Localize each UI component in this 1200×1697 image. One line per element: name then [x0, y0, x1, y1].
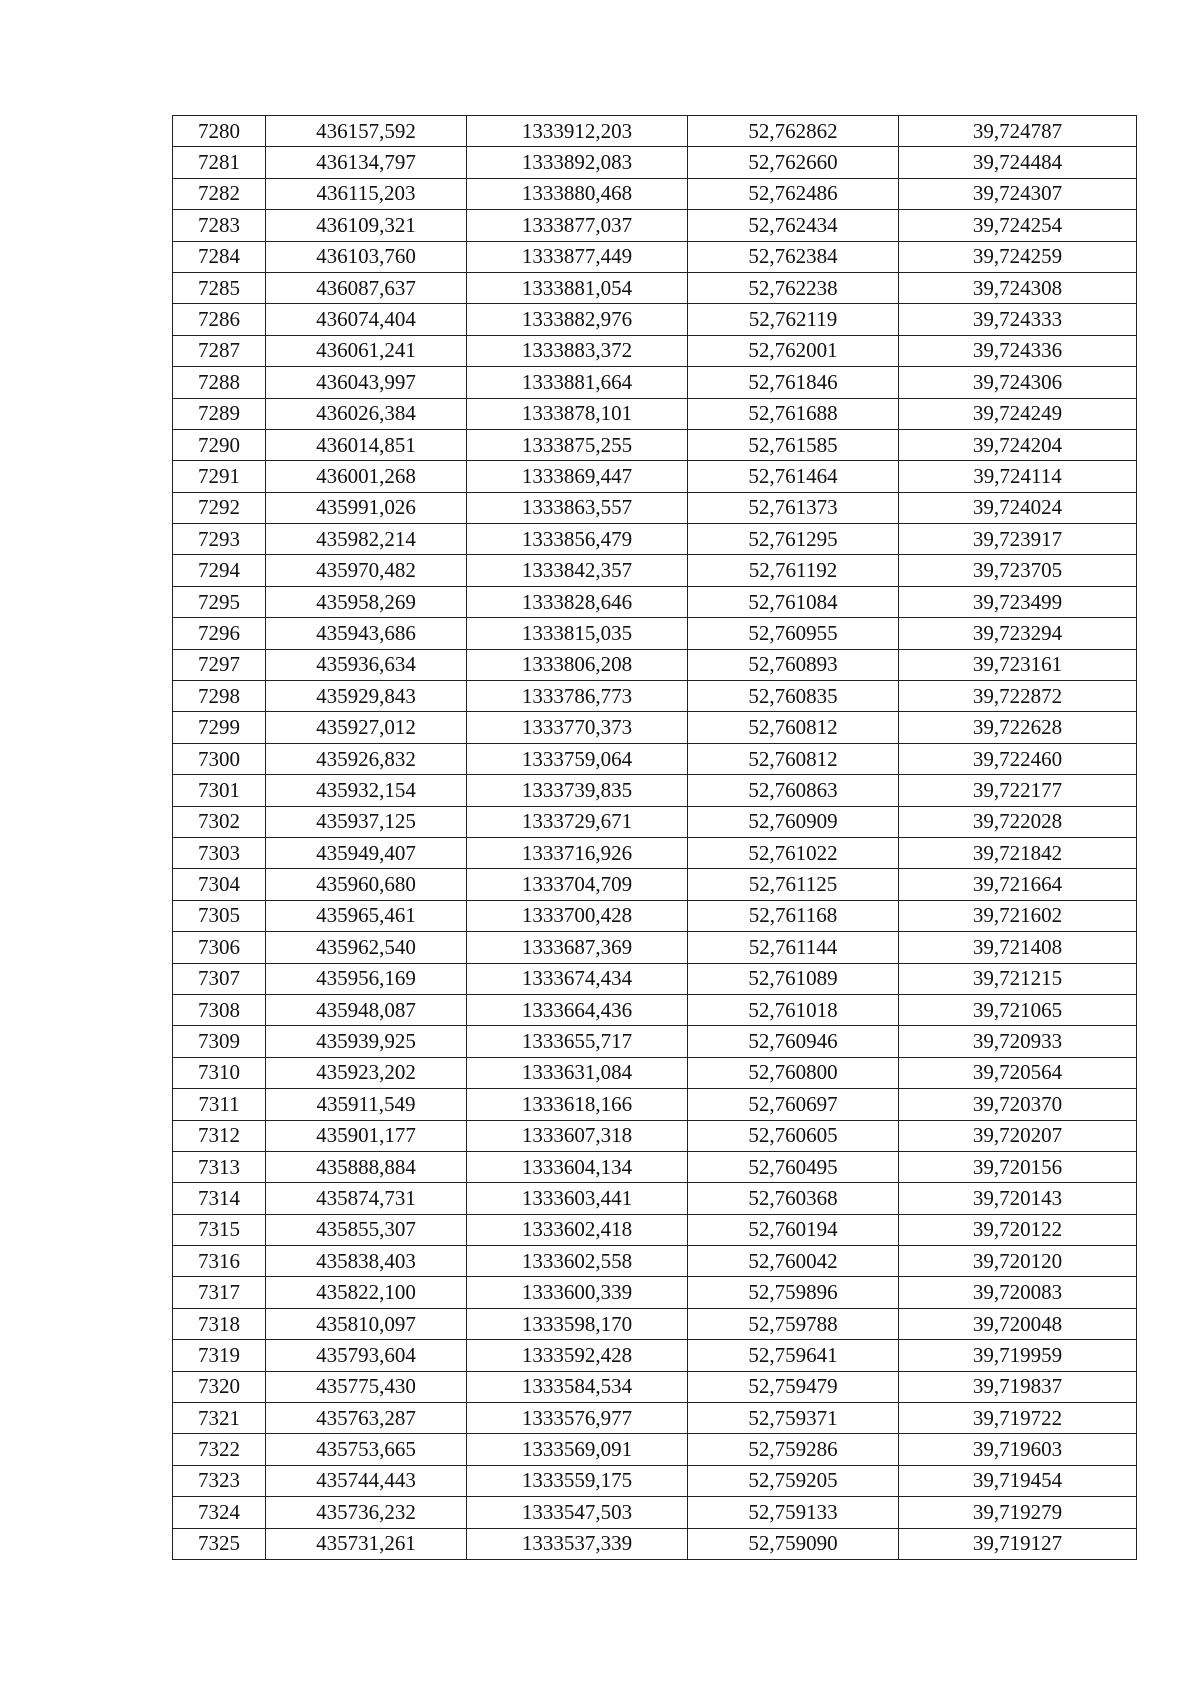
y-coordinate-cell: 1333716,926	[467, 837, 688, 868]
table-row	[173, 1214, 1137, 1245]
longitude-cell: 39,724333	[899, 304, 1137, 335]
y-coordinate-cell: 1333875,255	[467, 429, 688, 460]
latitude-cell: 52,762486	[688, 178, 899, 209]
longitude-cell: 39,719603	[899, 1434, 1137, 1465]
y-coordinate-cell: 1333912,203	[467, 116, 688, 147]
x-coordinate-cell: 435810,097	[266, 1308, 467, 1339]
longitude-cell: 39,724249	[899, 398, 1137, 429]
point-number-cell: 7324	[173, 1497, 266, 1528]
y-coordinate-cell: 1333881,054	[467, 272, 688, 303]
x-coordinate-cell: 435936,634	[266, 649, 467, 680]
longitude-cell: 39,721408	[899, 932, 1137, 963]
y-coordinate-cell: 1333881,664	[467, 367, 688, 398]
table-row	[173, 932, 1137, 963]
x-coordinate-cell: 435923,202	[266, 1057, 467, 1088]
x-coordinate-cell: 435753,665	[266, 1434, 467, 1465]
table-row	[173, 1465, 1137, 1496]
latitude-cell: 52,759286	[688, 1434, 899, 1465]
longitude-cell: 39,720156	[899, 1151, 1137, 1182]
point-number-cell: 7296	[173, 618, 266, 649]
point-number-cell: 7311	[173, 1089, 266, 1120]
latitude-cell: 52,759641	[688, 1340, 899, 1371]
latitude-cell: 52,759090	[688, 1528, 899, 1559]
x-coordinate-cell: 435937,125	[266, 806, 467, 837]
y-coordinate-cell: 1333759,064	[467, 743, 688, 774]
longitude-cell: 39,724307	[899, 178, 1137, 209]
x-coordinate-cell: 435855,307	[266, 1214, 467, 1245]
point-number-cell: 7315	[173, 1214, 266, 1245]
latitude-cell: 52,761089	[688, 963, 899, 994]
point-number-cell: 7290	[173, 429, 266, 460]
longitude-cell: 39,719454	[899, 1465, 1137, 1496]
point-number-cell: 7302	[173, 806, 266, 837]
table-row	[173, 1120, 1137, 1151]
latitude-cell: 52,762238	[688, 272, 899, 303]
point-number-cell: 7281	[173, 147, 266, 178]
table-row	[173, 1528, 1137, 1559]
point-number-cell: 7301	[173, 775, 266, 806]
table-row	[173, 1340, 1137, 1371]
point-number-cell: 7321	[173, 1403, 266, 1434]
longitude-cell: 39,724254	[899, 210, 1137, 241]
x-coordinate-cell: 435838,403	[266, 1246, 467, 1277]
longitude-cell: 39,724259	[899, 241, 1137, 272]
y-coordinate-cell: 1333828,646	[467, 586, 688, 617]
table-row	[173, 743, 1137, 774]
table-row	[173, 335, 1137, 366]
longitude-cell: 39,720120	[899, 1246, 1137, 1277]
x-coordinate-cell: 435948,087	[266, 994, 467, 1025]
point-number-cell: 7294	[173, 555, 266, 586]
x-coordinate-cell: 436043,997	[266, 367, 467, 398]
latitude-cell: 52,759788	[688, 1308, 899, 1339]
longitude-cell: 39,722177	[899, 775, 1137, 806]
point-number-cell: 7289	[173, 398, 266, 429]
x-coordinate-cell: 435943,686	[266, 618, 467, 649]
latitude-cell: 52,762434	[688, 210, 899, 241]
point-number-cell: 7283	[173, 210, 266, 241]
table-row	[173, 900, 1137, 931]
table-row	[173, 649, 1137, 680]
latitude-cell: 52,759479	[688, 1371, 899, 1402]
x-coordinate-cell: 436074,404	[266, 304, 467, 335]
y-coordinate-cell: 1333770,373	[467, 712, 688, 743]
x-coordinate-cell: 435901,177	[266, 1120, 467, 1151]
point-number-cell: 7318	[173, 1308, 266, 1339]
latitude-cell: 52,762660	[688, 147, 899, 178]
table-row	[173, 116, 1137, 147]
latitude-cell: 52,760812	[688, 743, 899, 774]
x-coordinate-cell: 436157,592	[266, 116, 467, 147]
latitude-cell: 52,761125	[688, 869, 899, 900]
point-number-cell: 7303	[173, 837, 266, 868]
x-coordinate-cell: 435962,540	[266, 932, 467, 963]
table-row	[173, 210, 1137, 241]
y-coordinate-cell: 1333856,479	[467, 524, 688, 555]
longitude-cell: 39,719279	[899, 1497, 1137, 1528]
latitude-cell: 52,760835	[688, 681, 899, 712]
longitude-cell: 39,720933	[899, 1026, 1137, 1057]
longitude-cell: 39,724308	[899, 272, 1137, 303]
longitude-cell: 39,721842	[899, 837, 1137, 868]
latitude-cell: 52,761144	[688, 932, 899, 963]
x-coordinate-cell: 435731,261	[266, 1528, 467, 1559]
longitude-cell: 39,721664	[899, 869, 1137, 900]
x-coordinate-cell: 435991,026	[266, 492, 467, 523]
x-coordinate-cell: 435763,287	[266, 1403, 467, 1434]
longitude-cell: 39,721065	[899, 994, 1137, 1025]
table-row	[173, 869, 1137, 900]
longitude-cell: 39,722872	[899, 681, 1137, 712]
table-body	[173, 116, 1137, 1560]
longitude-cell: 39,720143	[899, 1183, 1137, 1214]
x-coordinate-cell: 435982,214	[266, 524, 467, 555]
table-row	[173, 304, 1137, 335]
table-row	[173, 429, 1137, 460]
point-number-cell: 7307	[173, 963, 266, 994]
point-number-cell: 7308	[173, 994, 266, 1025]
longitude-cell: 39,721215	[899, 963, 1137, 994]
longitude-cell: 39,719959	[899, 1340, 1137, 1371]
latitude-cell: 52,762862	[688, 116, 899, 147]
table-row	[173, 367, 1137, 398]
latitude-cell: 52,761022	[688, 837, 899, 868]
table-row	[173, 524, 1137, 555]
longitude-cell: 39,720564	[899, 1057, 1137, 1088]
y-coordinate-cell: 1333603,441	[467, 1183, 688, 1214]
y-coordinate-cell: 1333559,175	[467, 1465, 688, 1496]
y-coordinate-cell: 1333882,976	[467, 304, 688, 335]
latitude-cell: 52,761018	[688, 994, 899, 1025]
longitude-cell: 39,722028	[899, 806, 1137, 837]
table-row	[173, 1151, 1137, 1182]
table-row	[173, 1246, 1137, 1277]
x-coordinate-cell: 435926,832	[266, 743, 467, 774]
longitude-cell: 39,723917	[899, 524, 1137, 555]
y-coordinate-cell: 1333687,369	[467, 932, 688, 963]
table-row	[173, 775, 1137, 806]
table-row	[173, 555, 1137, 586]
table-row	[173, 492, 1137, 523]
x-coordinate-cell: 436001,268	[266, 461, 467, 492]
y-coordinate-cell: 1333806,208	[467, 649, 688, 680]
point-number-cell: 7317	[173, 1277, 266, 1308]
point-number-cell: 7309	[173, 1026, 266, 1057]
point-number-cell: 7280	[173, 116, 266, 147]
longitude-cell: 39,720370	[899, 1089, 1137, 1120]
point-number-cell: 7291	[173, 461, 266, 492]
coordinates-table	[172, 115, 1137, 1560]
y-coordinate-cell: 1333883,372	[467, 335, 688, 366]
latitude-cell: 52,759371	[688, 1403, 899, 1434]
table-row	[173, 994, 1137, 1025]
longitude-cell: 39,723161	[899, 649, 1137, 680]
x-coordinate-cell: 435939,925	[266, 1026, 467, 1057]
table-row	[173, 1308, 1137, 1339]
y-coordinate-cell: 1333604,134	[467, 1151, 688, 1182]
x-coordinate-cell: 435822,100	[266, 1277, 467, 1308]
table-row	[173, 241, 1137, 272]
table-row	[173, 398, 1137, 429]
point-number-cell: 7319	[173, 1340, 266, 1371]
longitude-cell: 39,719127	[899, 1528, 1137, 1559]
table-row	[173, 1183, 1137, 1214]
point-number-cell: 7322	[173, 1434, 266, 1465]
latitude-cell: 52,762119	[688, 304, 899, 335]
point-number-cell: 7298	[173, 681, 266, 712]
x-coordinate-cell: 436115,203	[266, 178, 467, 209]
y-coordinate-cell: 1333602,558	[467, 1246, 688, 1277]
y-coordinate-cell: 1333576,977	[467, 1403, 688, 1434]
point-number-cell: 7288	[173, 367, 266, 398]
x-coordinate-cell: 435956,169	[266, 963, 467, 994]
latitude-cell: 52,761192	[688, 555, 899, 586]
latitude-cell: 52,760368	[688, 1183, 899, 1214]
latitude-cell: 52,760955	[688, 618, 899, 649]
latitude-cell: 52,760800	[688, 1057, 899, 1088]
table-row	[173, 806, 1137, 837]
y-coordinate-cell: 1333739,835	[467, 775, 688, 806]
point-number-cell: 7292	[173, 492, 266, 523]
table-row	[173, 618, 1137, 649]
point-number-cell: 7316	[173, 1246, 266, 1277]
point-number-cell: 7297	[173, 649, 266, 680]
longitude-cell: 39,724114	[899, 461, 1137, 492]
table-row	[173, 681, 1137, 712]
x-coordinate-cell: 435744,443	[266, 1465, 467, 1496]
latitude-cell: 52,760697	[688, 1089, 899, 1120]
x-coordinate-cell: 436109,321	[266, 210, 467, 241]
y-coordinate-cell: 1333878,101	[467, 398, 688, 429]
point-number-cell: 7295	[173, 586, 266, 617]
y-coordinate-cell: 1333537,339	[467, 1528, 688, 1559]
latitude-cell: 52,760605	[688, 1120, 899, 1151]
latitude-cell: 52,759205	[688, 1465, 899, 1496]
point-number-cell: 7304	[173, 869, 266, 900]
point-number-cell: 7313	[173, 1151, 266, 1182]
latitude-cell: 52,761846	[688, 367, 899, 398]
table-row	[173, 272, 1137, 303]
latitude-cell: 52,760495	[688, 1151, 899, 1182]
y-coordinate-cell: 1333547,503	[467, 1497, 688, 1528]
latitude-cell: 52,761168	[688, 900, 899, 931]
y-coordinate-cell: 1333592,428	[467, 1340, 688, 1371]
y-coordinate-cell: 1333869,447	[467, 461, 688, 492]
y-coordinate-cell: 1333674,434	[467, 963, 688, 994]
x-coordinate-cell: 436087,637	[266, 272, 467, 303]
x-coordinate-cell: 435958,269	[266, 586, 467, 617]
x-coordinate-cell: 435932,154	[266, 775, 467, 806]
y-coordinate-cell: 1333655,717	[467, 1026, 688, 1057]
y-coordinate-cell: 1333700,428	[467, 900, 688, 931]
longitude-cell: 39,724336	[899, 335, 1137, 366]
table-row	[173, 1026, 1137, 1057]
y-coordinate-cell: 1333729,671	[467, 806, 688, 837]
x-coordinate-cell: 436014,851	[266, 429, 467, 460]
table-row	[173, 963, 1137, 994]
longitude-cell: 39,724024	[899, 492, 1137, 523]
latitude-cell: 52,761373	[688, 492, 899, 523]
x-coordinate-cell: 435960,680	[266, 869, 467, 900]
longitude-cell: 39,722628	[899, 712, 1137, 743]
x-coordinate-cell: 436026,384	[266, 398, 467, 429]
table-row	[173, 1089, 1137, 1120]
longitude-cell: 39,719837	[899, 1371, 1137, 1402]
table-row	[173, 1497, 1137, 1528]
y-coordinate-cell: 1333786,773	[467, 681, 688, 712]
x-coordinate-cell: 435970,482	[266, 555, 467, 586]
y-coordinate-cell: 1333842,357	[467, 555, 688, 586]
x-coordinate-cell: 436061,241	[266, 335, 467, 366]
point-number-cell: 7282	[173, 178, 266, 209]
point-number-cell: 7287	[173, 335, 266, 366]
latitude-cell: 52,759896	[688, 1277, 899, 1308]
table-row	[173, 586, 1137, 617]
latitude-cell: 52,760812	[688, 712, 899, 743]
point-number-cell: 7306	[173, 932, 266, 963]
y-coordinate-cell: 1333863,557	[467, 492, 688, 523]
x-coordinate-cell: 435888,884	[266, 1151, 467, 1182]
x-coordinate-cell: 435927,012	[266, 712, 467, 743]
point-number-cell: 7323	[173, 1465, 266, 1496]
y-coordinate-cell: 1333631,084	[467, 1057, 688, 1088]
table-row	[173, 1371, 1137, 1402]
y-coordinate-cell: 1333880,468	[467, 178, 688, 209]
longitude-cell: 39,720122	[899, 1214, 1137, 1245]
table-row	[173, 461, 1137, 492]
longitude-cell: 39,724484	[899, 147, 1137, 178]
point-number-cell: 7325	[173, 1528, 266, 1559]
latitude-cell: 52,762001	[688, 335, 899, 366]
y-coordinate-cell: 1333664,436	[467, 994, 688, 1025]
longitude-cell: 39,723499	[899, 586, 1137, 617]
latitude-cell: 52,760042	[688, 1246, 899, 1277]
point-number-cell: 7312	[173, 1120, 266, 1151]
y-coordinate-cell: 1333704,709	[467, 869, 688, 900]
point-number-cell: 7284	[173, 241, 266, 272]
point-number-cell: 7314	[173, 1183, 266, 1214]
longitude-cell: 39,721602	[899, 900, 1137, 931]
x-coordinate-cell: 435874,731	[266, 1183, 467, 1214]
latitude-cell: 52,762384	[688, 241, 899, 272]
longitude-cell: 39,723294	[899, 618, 1137, 649]
latitude-cell: 52,761464	[688, 461, 899, 492]
point-number-cell: 7299	[173, 712, 266, 743]
table-row	[173, 1403, 1137, 1434]
latitude-cell: 52,761295	[688, 524, 899, 555]
point-number-cell: 7285	[173, 272, 266, 303]
table-row	[173, 712, 1137, 743]
y-coordinate-cell: 1333607,318	[467, 1120, 688, 1151]
longitude-cell: 39,722460	[899, 743, 1137, 774]
latitude-cell: 52,760909	[688, 806, 899, 837]
longitude-cell: 39,724306	[899, 367, 1137, 398]
x-coordinate-cell: 435736,232	[266, 1497, 467, 1528]
longitude-cell: 39,723705	[899, 555, 1137, 586]
point-number-cell: 7320	[173, 1371, 266, 1402]
x-coordinate-cell: 435929,843	[266, 681, 467, 712]
latitude-cell: 52,761084	[688, 586, 899, 617]
latitude-cell: 52,760194	[688, 1214, 899, 1245]
y-coordinate-cell: 1333584,534	[467, 1371, 688, 1402]
x-coordinate-cell: 435793,604	[266, 1340, 467, 1371]
x-coordinate-cell: 435949,407	[266, 837, 467, 868]
table-row	[173, 178, 1137, 209]
x-coordinate-cell: 435911,549	[266, 1089, 467, 1120]
table-row	[173, 837, 1137, 868]
y-coordinate-cell: 1333618,166	[467, 1089, 688, 1120]
y-coordinate-cell: 1333892,083	[467, 147, 688, 178]
x-coordinate-cell: 436103,760	[266, 241, 467, 272]
latitude-cell: 52,760863	[688, 775, 899, 806]
y-coordinate-cell: 1333877,037	[467, 210, 688, 241]
y-coordinate-cell: 1333569,091	[467, 1434, 688, 1465]
point-number-cell: 7300	[173, 743, 266, 774]
longitude-cell: 39,719722	[899, 1403, 1137, 1434]
y-coordinate-cell: 1333598,170	[467, 1308, 688, 1339]
x-coordinate-cell: 436134,797	[266, 147, 467, 178]
latitude-cell: 52,759133	[688, 1497, 899, 1528]
y-coordinate-cell: 1333600,339	[467, 1277, 688, 1308]
latitude-cell: 52,761585	[688, 429, 899, 460]
x-coordinate-cell: 435965,461	[266, 900, 467, 931]
longitude-cell: 39,724787	[899, 116, 1137, 147]
table-row	[173, 1434, 1137, 1465]
latitude-cell: 52,760946	[688, 1026, 899, 1057]
x-coordinate-cell: 435775,430	[266, 1371, 467, 1402]
longitude-cell: 39,724204	[899, 429, 1137, 460]
table-row	[173, 1277, 1137, 1308]
point-number-cell: 7286	[173, 304, 266, 335]
longitude-cell: 39,720207	[899, 1120, 1137, 1151]
table-row	[173, 1057, 1137, 1088]
longitude-cell: 39,720083	[899, 1277, 1137, 1308]
table-row	[173, 147, 1137, 178]
point-number-cell: 7293	[173, 524, 266, 555]
y-coordinate-cell: 1333877,449	[467, 241, 688, 272]
latitude-cell: 52,761688	[688, 398, 899, 429]
point-number-cell: 7305	[173, 900, 266, 931]
y-coordinate-cell: 1333815,035	[467, 618, 688, 649]
latitude-cell: 52,760893	[688, 649, 899, 680]
longitude-cell: 39,720048	[899, 1308, 1137, 1339]
point-number-cell: 7310	[173, 1057, 266, 1088]
y-coordinate-cell: 1333602,418	[467, 1214, 688, 1245]
